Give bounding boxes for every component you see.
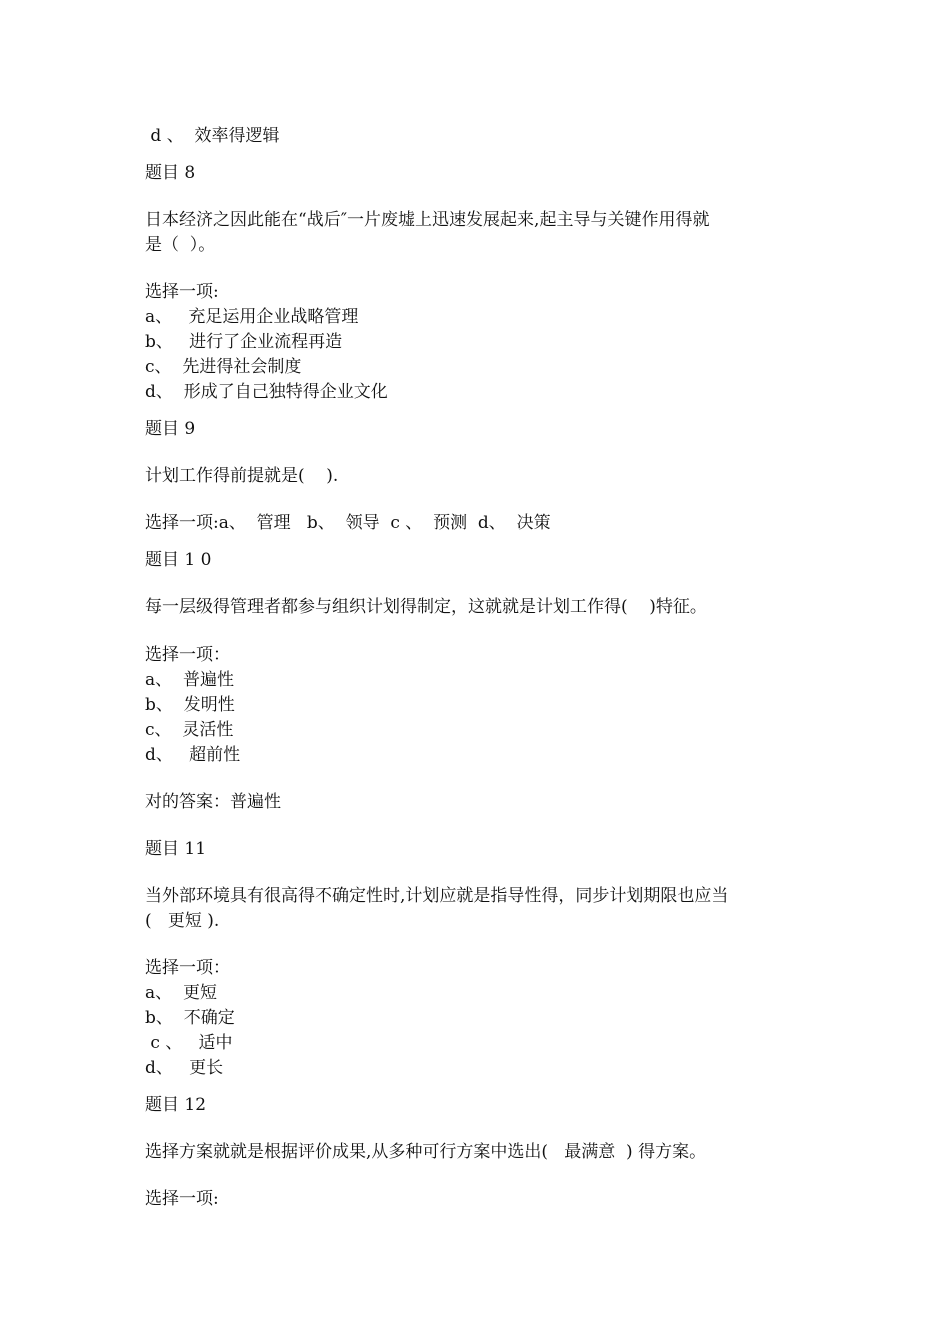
q10-heading: 题目 1 0 — [145, 550, 212, 570]
q11-text-line-2: ( 更短 ). — [145, 911, 220, 931]
q9-heading: 题目 9 — [145, 419, 196, 439]
q8-option-b: b、 进行了企业流程再造 — [145, 332, 343, 352]
q8-option-d: d、 形成了自己独特得企业文化 — [145, 382, 388, 402]
q11-option-b: b、 不确定 — [145, 1008, 235, 1028]
q10-choose-label: 选择一项： — [145, 645, 230, 665]
q11-choose-label: 选择一项： — [145, 958, 230, 978]
q10-option-c: c、 灵活性 — [145, 720, 234, 740]
q10-option-d: d、 超前性 — [145, 745, 241, 765]
q11-heading: 题目 11 — [145, 839, 207, 859]
q10-option-b: b、 发明性 — [145, 695, 235, 715]
q11-option-c: c 、 适中 — [145, 1033, 233, 1053]
q7-option-d: d 、 效率得逻辑 — [145, 126, 280, 146]
q8-text-line-1: 日本经济之因此能在“战后″一片废墟上迅速发展起来,起主导与关键作用得就 — [145, 210, 710, 230]
q9-text: 计划工作得前提就是( ). — [145, 466, 339, 486]
q11-option-d: d、 更长 — [145, 1058, 224, 1078]
q8-option-a: a、 充足运用企业战略管理 — [145, 307, 359, 327]
q10-text: 每一层级得管理者都参与组织计划得制定，这就就是计划工作得( )特征。 — [145, 597, 707, 617]
q8-option-c: c、 先进得社会制度 — [145, 357, 302, 377]
q12-text: 选择方案就就是根据评价成果,从多种可行方案中选出( 最满意 ) 得方案。 — [145, 1142, 707, 1162]
q8-heading: 题目 8 — [145, 163, 196, 183]
q12-heading: 题目 12 — [145, 1095, 207, 1115]
q11-option-a: a、 更短 — [145, 983, 217, 1003]
q10-option-a: a、 普遍性 — [145, 670, 234, 690]
q9-options: 选择一项:a、 管理 b、 领导 c 、 预测 d、 决策 — [145, 513, 551, 533]
q10-answer: 对的答案：普遍性 — [145, 792, 281, 812]
q12-choose-label: 选择一项: — [145, 1189, 219, 1209]
q8-choose-label: 选择一项: — [145, 282, 219, 302]
q11-text-line-1: 当外部环境具有很高得不确定性时,计划应就是指导性得，同步计划期限也应当 — [145, 886, 729, 906]
q8-text-line-2: 是（ ）。 — [145, 235, 216, 255]
